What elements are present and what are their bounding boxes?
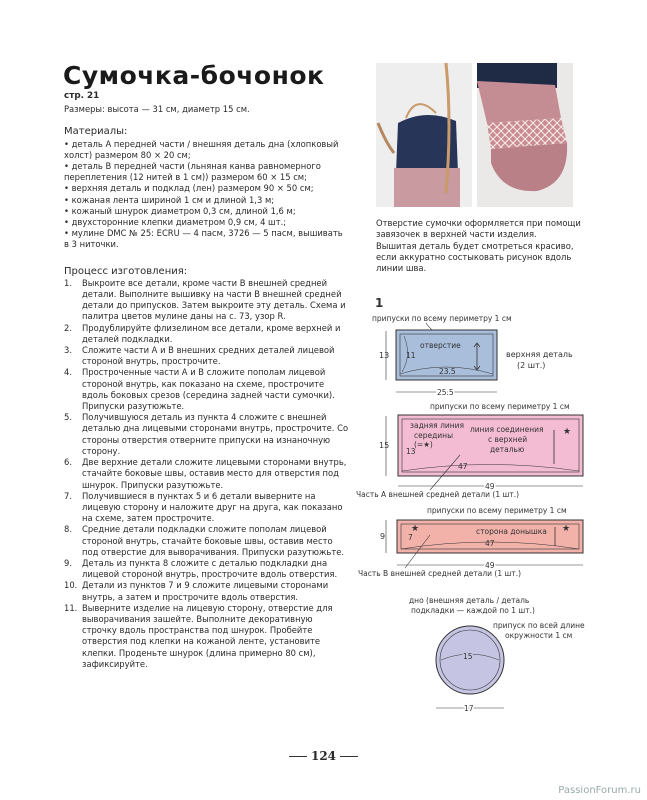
step-text: Простроченные части А и В сложите пополам лицевой стороной внутрь, как показано на схеме, прострочите вдоль боковых срезов (середина задней части сумочки). Припуски разутюжьте. bbox=[82, 367, 335, 412]
dim-inner-height: 13 bbox=[406, 447, 416, 456]
back-middle-label: задняя линия bbox=[410, 421, 465, 430]
bottom-label: дно (внешняя деталь / деталь bbox=[409, 596, 530, 605]
allowance-label: припуски по всему периметру 1 см bbox=[430, 402, 570, 411]
step-number: 3. bbox=[64, 345, 72, 356]
step-text: Деталь из пункта 8 сложите с деталью подкладки дна лицевой стороной внутрь, прострочите вдоль отверстия. bbox=[82, 557, 338, 580]
caption-line: Отверстие сумочки оформляется при помощи завязочек в верхней части изделия. bbox=[376, 218, 581, 240]
star-mark: ★ bbox=[562, 524, 571, 534]
article-title: Сумочка-бочонок bbox=[63, 61, 325, 90]
allowance-label: окружности 1 см bbox=[505, 631, 573, 640]
dim-inner-height: 11 bbox=[406, 351, 416, 360]
step-text: Две верхние детали сложите лицевыми сторонами внутрь, стачайте боковые швы, оставив место для отверстия под шнурок. Припуски разутюжьте. bbox=[82, 457, 347, 490]
step-text: Сложите части А и В внешних средних деталей лицевой стороной внутрь, прострочите. bbox=[82, 345, 335, 367]
step-number: 10. bbox=[64, 580, 78, 591]
step-number: 1. bbox=[64, 277, 72, 288]
step-number: 6. bbox=[64, 457, 72, 468]
material-item: • двухсторонние клепки диаметром 0,9 см, 4 шт.; bbox=[64, 217, 287, 228]
top-piece-diagram bbox=[372, 314, 573, 397]
material-item: • кожаный шнурок диаметром 0,3 см, длиной 1,6 м; bbox=[64, 205, 296, 216]
back-middle-label: (=★) bbox=[414, 440, 433, 449]
step-number: 7. bbox=[64, 490, 72, 501]
top-piece-label: верхняя деталь bbox=[506, 350, 573, 359]
material-item: • верхняя деталь и подклад (лен) размером 90 × 50 см; bbox=[64, 183, 314, 194]
page-number bbox=[0, 749, 647, 763]
step-number: 8. bbox=[64, 524, 72, 535]
opening-label: отверстие bbox=[420, 341, 461, 350]
dim-inner-diameter: 15 bbox=[463, 652, 473, 661]
page-reference: стр. 21 bbox=[64, 91, 100, 101]
dim-inner-height: 7 bbox=[408, 533, 413, 542]
dim-outer-width: 49 bbox=[485, 561, 495, 570]
step-number: 9. bbox=[64, 557, 72, 568]
step-number: 4. bbox=[64, 367, 72, 378]
material-item: • мулине DMC № 25: ECRU — 4 пасм, 3726 — 5 пасм, вышивать в 3 ниточки. bbox=[64, 228, 343, 250]
step-text: Выверните изделие на лицевую сторону, отверстие для выворачивания зашейте. Выполните декоративную строчку вдоль пространства под шнурок. Пробейте отверстия под клепки на кожаной ленте, установите клепки. Проденьте шнурок (длина примерно 80 см), зафиксируйте. bbox=[82, 602, 333, 669]
join-line-label: с верхней bbox=[488, 435, 528, 444]
back-middle-label: середины bbox=[414, 431, 453, 440]
material-item: • кожаная лента шириной 1 см и длиной 1,3 м; bbox=[64, 194, 275, 205]
step-number: 11. bbox=[64, 602, 78, 613]
page-number-text: 124 bbox=[310, 749, 337, 763]
dim-outer-width: 49 bbox=[485, 482, 495, 491]
join-line-label: линия соединения bbox=[470, 425, 544, 434]
caption-line: Вышитая деталь будет смотреться красиво, если аккуратно состыковать рисунок вдоль линии шва. bbox=[376, 240, 574, 274]
star-mark: ★ bbox=[563, 427, 572, 437]
dim-outer-width: 25.5 bbox=[437, 388, 454, 397]
step-text: Детали из пунктов 7 и 9 сложите лицевыми сторонами внутрь, а затем и прострочите вдоль отверстия. bbox=[82, 580, 329, 602]
step-number: 5. bbox=[64, 412, 72, 423]
join-line-label: деталью bbox=[490, 445, 525, 454]
bottom-side-label: сторона донышка bbox=[476, 527, 547, 536]
part-b-diagram bbox=[358, 506, 583, 578]
step-number: 2. bbox=[64, 322, 72, 333]
step-text: Получившуюся деталь из пункта 4 сложите с внешней деталью дна лицевыми сторонами внутрь, прострочите. Со стороны отверстия отверните припуски на изнаночную сторону. bbox=[82, 412, 349, 456]
material-item: • деталь В передней части (льняная канва равномерного переплетения (12 нитей в 1 см)) размером 60 × 15 см; bbox=[64, 161, 321, 183]
part-b-label: Часть В внешней средней детали (1 шт.) bbox=[358, 569, 522, 578]
sizes: Размеры: высота — 31 см, диаметр 15 см. bbox=[64, 104, 250, 115]
diagram-number: 1 bbox=[375, 296, 384, 310]
dim-inner-width: 47 bbox=[485, 539, 495, 548]
materials-heading: Материалы: bbox=[64, 126, 128, 138]
step-text: Продублируйте флизелином все детали, кроме верхней и деталей подкладки. bbox=[82, 322, 341, 344]
allowance-label: припуски по всему периметру 1 см bbox=[427, 506, 567, 515]
watermark: PassionForum.ru bbox=[558, 785, 641, 796]
dim-height: 15 bbox=[379, 441, 390, 450]
bottom-label: подкладки — каждой по 1 шт.) bbox=[411, 606, 535, 615]
star-mark: ★ bbox=[411, 524, 420, 534]
dim-inner-width: 47 bbox=[458, 462, 468, 471]
dim-outer-diameter: 17 bbox=[464, 704, 474, 713]
dim-height: 9 bbox=[380, 532, 386, 541]
dim-height: 13 bbox=[379, 351, 390, 360]
allowance-label: припуск по всей длине bbox=[493, 621, 585, 630]
part-a-diagram bbox=[356, 402, 583, 499]
top-piece-count: (2 шт.) bbox=[517, 361, 546, 370]
material-item: • деталь А передней части / внешняя деталь дна (хлопковый холст) размером 80 × 20 см; bbox=[64, 138, 339, 160]
step-text: Выкроите все детали, кроме части В внешней средней детали. Выполните вышивку на части В внешней средней детали до припусков. Затем выкроите эту деталь. Схема и палитра цветов мулине даны на с. 73, узор R. bbox=[82, 277, 346, 322]
dim-inner-width: 23.5 bbox=[439, 367, 456, 376]
step-text: Получившиеся в пунктах 5 и 6 детали выверните на лицевую сторону и наложите друг на друга, как показано на схеме, затем прострочите. bbox=[82, 490, 343, 524]
part-a-label: Часть А внешней средней детали (1 шт.) bbox=[356, 490, 520, 499]
step-text: Средние детали подкладки сложите пополам лицевой стороной внутрь, стачайте боковые швы, оставив место под отверстие для выворачивания. Припуски разутюжьте. bbox=[82, 524, 345, 557]
process-heading: Процесс изготовления: bbox=[64, 265, 188, 277]
allowance-label: припуски по всему периметру 1 см bbox=[372, 314, 512, 323]
bottom-diagram bbox=[409, 596, 585, 713]
